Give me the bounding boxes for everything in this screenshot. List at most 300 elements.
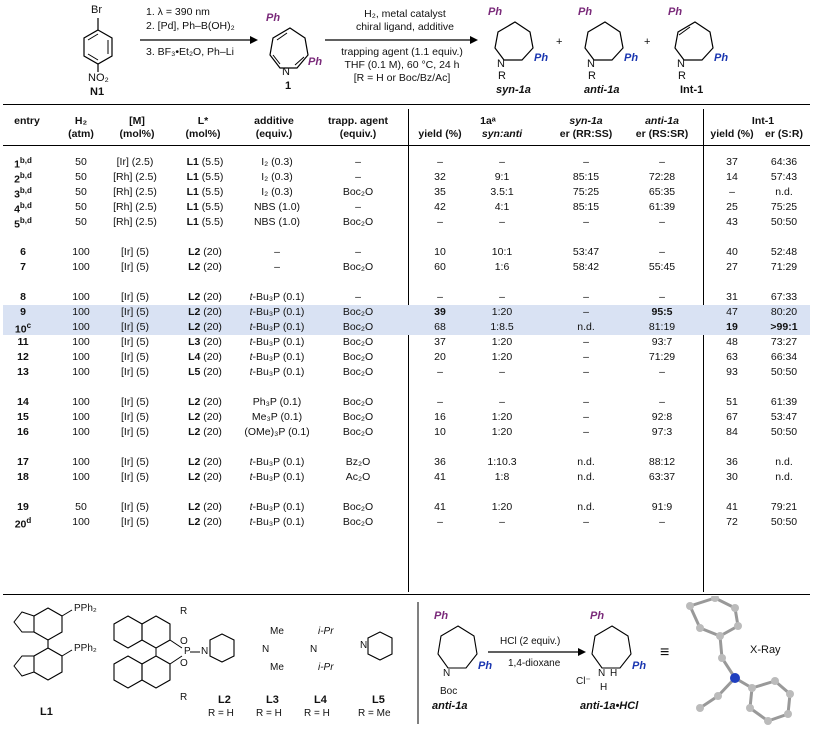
cell-trap: Boc₂O bbox=[342, 186, 374, 198]
entry-number: 15 bbox=[17, 411, 29, 423]
syn-1a-label: syn-1a bbox=[496, 84, 531, 96]
int-1-label: Int-1 bbox=[680, 84, 704, 96]
cell-iy: 36 bbox=[726, 456, 738, 468]
cell-m: [Ir] (5) bbox=[121, 471, 149, 483]
cell-entry bbox=[5, 366, 41, 378]
anti-r: R bbox=[588, 70, 596, 82]
cell-iy: 67 bbox=[726, 411, 738, 423]
cell-h2: 50 bbox=[75, 186, 87, 198]
cell-trap: – bbox=[355, 246, 361, 258]
anti-1a-hcl-label: anti-1a•HCl bbox=[580, 700, 639, 712]
cell-iy: 27 bbox=[726, 261, 738, 273]
cell-add: NBS (1.0) bbox=[253, 216, 301, 228]
cell-anti: – bbox=[659, 291, 665, 303]
cell-trap: – bbox=[355, 156, 361, 168]
cell-syn: n.d. bbox=[577, 321, 595, 333]
cell-h2: 100 bbox=[72, 351, 90, 363]
cell-ligand bbox=[173, 156, 237, 168]
cell-sa: 1:20 bbox=[491, 426, 513, 438]
cell-ier: 50:50 bbox=[770, 216, 798, 228]
cell-entry bbox=[5, 171, 41, 186]
cell-ier: 50:50 bbox=[770, 366, 798, 378]
cell-y: – bbox=[437, 516, 443, 528]
cell-h2: 100 bbox=[72, 321, 90, 333]
cell-iy: 84 bbox=[726, 426, 738, 438]
cell-add: t-Bu₃P (0.1) bbox=[249, 456, 305, 468]
ligand-id: L2 bbox=[188, 291, 201, 303]
cell-trap: – bbox=[355, 291, 361, 303]
ligand-loading: (20) bbox=[200, 471, 222, 483]
cell-iy: 19 bbox=[726, 321, 738, 333]
entry-number: 20 bbox=[14, 518, 27, 531]
salt-h-bottom: H bbox=[600, 682, 608, 693]
cell-h2: 100 bbox=[72, 336, 90, 348]
cell-m: [Rh] (2.5) bbox=[113, 216, 157, 228]
cell-y: 39 bbox=[434, 306, 446, 318]
cell-ier: 73:27 bbox=[770, 336, 798, 348]
pph2-label-bottom: PPh₂ bbox=[74, 643, 97, 654]
cell-ier: 64:36 bbox=[770, 156, 798, 168]
cell-ier: 79:21 bbox=[770, 501, 798, 513]
entry-footnote: b,d bbox=[19, 156, 32, 165]
table-row bbox=[3, 155, 810, 170]
cell-m: [Ir] (5) bbox=[121, 306, 149, 318]
cell-anti: – bbox=[659, 396, 665, 408]
cell-add: t-Bu₃P (0.1) bbox=[249, 351, 305, 363]
ligand-id: L1 bbox=[186, 186, 199, 198]
cell-syn: – bbox=[583, 336, 589, 348]
cell-iy: 93 bbox=[726, 366, 738, 378]
entry-number: 8 bbox=[20, 291, 26, 303]
ligand-l5-label: L5 bbox=[372, 694, 385, 706]
cell-sa: 1:20 bbox=[491, 501, 513, 513]
cell-ier: 75:25 bbox=[770, 201, 798, 213]
azepine-ph-right: Ph bbox=[308, 56, 323, 68]
cell-add: – bbox=[274, 246, 280, 258]
reaction-scheme bbox=[0, 0, 813, 100]
cell-sa: 3.5:1 bbox=[490, 186, 514, 198]
cell-sa: 9:1 bbox=[494, 171, 510, 183]
ligand-loading: (20) bbox=[200, 336, 222, 348]
cell-syn: – bbox=[583, 426, 589, 438]
solvent-label: 1,4-dioxane bbox=[508, 658, 561, 669]
ligand-loading: (20) bbox=[200, 246, 222, 258]
conditions-line-1: H₂, metal catalyst bbox=[364, 8, 446, 20]
cell-entry bbox=[5, 246, 41, 258]
entry-footnote: b,d bbox=[19, 186, 32, 195]
ligand-id: L2 bbox=[188, 411, 201, 423]
oxygen-top: O bbox=[180, 636, 188, 647]
entry-footnote: b,d bbox=[19, 201, 32, 210]
cell-y: 36 bbox=[434, 456, 446, 468]
cell-ligand bbox=[173, 306, 237, 318]
entry-number: 1 bbox=[14, 158, 20, 171]
ligand-l4-label: L4 bbox=[314, 694, 327, 706]
cell-trap: Boc₂O bbox=[342, 216, 374, 228]
ligand-id: L2 bbox=[188, 306, 201, 318]
conditions-line-3: trapping agent (1.1 equiv.) bbox=[341, 46, 463, 58]
table-row bbox=[3, 365, 810, 380]
cell-iy: 48 bbox=[726, 336, 738, 348]
cell-y: – bbox=[437, 291, 443, 303]
cell-m: [Ir] (5) bbox=[121, 411, 149, 423]
int-ph-right: Ph bbox=[714, 52, 729, 64]
ligand-id: L2 bbox=[188, 516, 201, 528]
cell-anti: – bbox=[659, 246, 665, 258]
cell-anti: – bbox=[659, 516, 665, 528]
cell-m: [Ir] (5) bbox=[121, 291, 149, 303]
cell-syn: – bbox=[583, 291, 589, 303]
cell-add: t-Bu₃P (0.1) bbox=[249, 471, 305, 483]
cell-sa: 1:8.5 bbox=[490, 321, 514, 333]
cell-h2: 50 bbox=[75, 201, 87, 213]
cell-trap: Boc₂O bbox=[342, 501, 374, 513]
entry-number: 19 bbox=[17, 501, 29, 513]
cell-syn: 75:25 bbox=[572, 186, 600, 198]
cell-add: t-Bu₃P (0.1) bbox=[249, 501, 305, 513]
cell-add: t-Bu₃P (0.1) bbox=[249, 516, 305, 528]
table-row bbox=[3, 170, 810, 185]
table-row bbox=[3, 515, 810, 530]
cell-h2: 100 bbox=[72, 291, 90, 303]
syn-ph-top: Ph bbox=[488, 6, 503, 18]
cell-entry bbox=[5, 291, 41, 303]
cell-anti: 95:5 bbox=[651, 306, 673, 318]
table-row bbox=[3, 500, 810, 515]
cell-anti: 55:45 bbox=[648, 261, 676, 273]
cell-ier: >99:1 bbox=[770, 321, 798, 333]
cell-add: I₂ (0.3) bbox=[261, 186, 293, 198]
ligand-id: L1 bbox=[186, 216, 199, 228]
cell-ligand bbox=[173, 261, 237, 273]
cell-y: 32 bbox=[434, 171, 446, 183]
ligand-l2-label: L2 bbox=[218, 694, 231, 706]
entry-number: 5 bbox=[14, 218, 20, 231]
salt-n: N bbox=[598, 668, 606, 679]
pph2-label-top: PPh₂ bbox=[74, 603, 97, 614]
cell-trap: Boc₂O bbox=[342, 261, 374, 273]
cell-m: [Ir] (5) bbox=[121, 261, 149, 273]
step-2: 2. [Pd], Ph–B(OH)₂ bbox=[146, 20, 235, 32]
cell-anti: 97:3 bbox=[651, 426, 673, 438]
cell-sa: 1:8 bbox=[494, 471, 510, 483]
table-row bbox=[3, 335, 810, 350]
cell-entry bbox=[5, 186, 41, 201]
ligand-id: L2 bbox=[188, 396, 201, 408]
cell-m: [Rh] (2.5) bbox=[113, 186, 157, 198]
cell-ier: 52:48 bbox=[770, 246, 798, 258]
header-h2: H₂ (atm) bbox=[68, 115, 94, 140]
salt-ph-right: Ph bbox=[632, 660, 647, 672]
cell-iy: 30 bbox=[726, 471, 738, 483]
header-int-yield: yield (%) bbox=[710, 128, 754, 140]
conditions-line-2: chiral ligand, additive bbox=[355, 21, 455, 33]
cell-entry bbox=[5, 261, 41, 273]
cell-add: t-Bu₃P (0.1) bbox=[249, 321, 305, 333]
reagent-label: HCl (2 equiv.) bbox=[500, 636, 561, 647]
cell-add: I₂ (0.3) bbox=[261, 171, 293, 183]
chloride-label: Cl⁻ bbox=[576, 676, 591, 687]
cell-add: t-Bu₃P (0.1) bbox=[249, 336, 305, 348]
ligand-id: L2 bbox=[188, 456, 201, 468]
cell-sa: – bbox=[499, 516, 505, 528]
cell-ligand bbox=[173, 336, 237, 348]
cell-trap: – bbox=[355, 171, 361, 183]
cell-ier: 50:50 bbox=[770, 426, 798, 438]
cell-y: – bbox=[437, 396, 443, 408]
l5-n: N bbox=[360, 640, 368, 651]
entry-footnote: b,d bbox=[19, 171, 32, 180]
cell-y: 10 bbox=[434, 246, 446, 258]
cell-sa: – bbox=[499, 396, 505, 408]
header-syn-anti: syn:anti bbox=[481, 128, 523, 140]
ligand-loading: (5.5) bbox=[198, 201, 224, 213]
cell-trap: Boc₂O bbox=[342, 411, 374, 423]
cell-iy: 63 bbox=[726, 351, 738, 363]
cell-m: [Ir] (5) bbox=[121, 426, 149, 438]
cell-m: [Ir] (5) bbox=[121, 246, 149, 258]
cell-m: [Ir] (5) bbox=[121, 321, 149, 333]
cell-ligand bbox=[173, 456, 237, 468]
ligand-l3-r: R = H bbox=[256, 708, 282, 719]
ligand-id: L5 bbox=[188, 366, 201, 378]
cell-ier: 71:29 bbox=[770, 261, 798, 273]
cell-trap: Boc₂O bbox=[342, 351, 374, 363]
cell-ligand bbox=[173, 411, 237, 423]
cell-sa: 4:1 bbox=[494, 201, 510, 213]
header-entry: entry bbox=[14, 115, 40, 127]
cell-anti: 65:35 bbox=[648, 186, 676, 198]
cell-ligand bbox=[173, 396, 237, 408]
header-anti-er: er (RS:SR) bbox=[635, 128, 689, 140]
table-row bbox=[3, 290, 810, 305]
cell-m: [Ir] (5) bbox=[121, 516, 149, 528]
cell-entry bbox=[5, 351, 41, 363]
ligand-loading: (20) bbox=[200, 321, 222, 333]
cell-ligand bbox=[173, 351, 237, 363]
header-trapping-agent: trapp. agent (equiv.) bbox=[327, 115, 389, 140]
cell-ier: n.d. bbox=[775, 456, 793, 468]
cell-add: NBS (1.0) bbox=[253, 201, 301, 213]
cell-h2: 100 bbox=[72, 471, 90, 483]
cell-add: (OMe)₃P (0.1) bbox=[244, 426, 310, 438]
l4-n: N bbox=[310, 644, 318, 655]
cell-anti: 91:9 bbox=[651, 501, 673, 513]
ligand-loading: (20) bbox=[200, 501, 222, 513]
binaphthyl-r-top: R bbox=[180, 606, 188, 617]
ligand-id: L2 bbox=[188, 501, 201, 513]
cell-anti: 63:37 bbox=[648, 471, 676, 483]
cell-sa: 1:20 bbox=[491, 351, 513, 363]
conditions-line-4: THF (0.1 M), 60 °C, 24 h bbox=[344, 59, 460, 71]
cell-ligand bbox=[173, 366, 237, 378]
cell-syn: 58:42 bbox=[572, 261, 600, 273]
cell-entry bbox=[5, 456, 41, 468]
phosphorus: P bbox=[184, 646, 191, 657]
entry-number: 2 bbox=[14, 173, 20, 186]
cell-ligand bbox=[173, 426, 237, 438]
cell-ier: 80:20 bbox=[770, 306, 798, 318]
cell-syn: – bbox=[583, 216, 589, 228]
cell-ier: 50:50 bbox=[770, 516, 798, 528]
cell-sa: 1:6 bbox=[494, 261, 510, 273]
cell-iy: – bbox=[729, 186, 735, 198]
cell-y: – bbox=[437, 216, 443, 228]
entry-number: 11 bbox=[17, 336, 29, 348]
cell-y: 42 bbox=[434, 201, 446, 213]
cell-m: [Ir] (5) bbox=[121, 336, 149, 348]
table-row bbox=[3, 410, 810, 425]
cell-syn: n.d. bbox=[577, 501, 595, 513]
table-row bbox=[3, 455, 810, 470]
cell-syn: – bbox=[583, 156, 589, 168]
cell-h2: 50 bbox=[75, 501, 87, 513]
cell-y: 20 bbox=[434, 351, 446, 363]
cell-entry bbox=[5, 201, 41, 216]
cell-ier: 67:33 bbox=[770, 291, 798, 303]
cell-syn: – bbox=[583, 351, 589, 363]
cell-h2: 100 bbox=[72, 516, 90, 528]
salt-h: H bbox=[610, 668, 618, 679]
header-int-1: Int-1 bbox=[751, 115, 775, 127]
conditions-line-5: [R = H or Boc/Bz/Ac] bbox=[353, 72, 451, 84]
cell-sa: 10:1 bbox=[491, 246, 513, 258]
cell-h2: 100 bbox=[72, 246, 90, 258]
anti-ph-right: Ph bbox=[624, 52, 639, 64]
cell-entry bbox=[5, 156, 41, 171]
ligand-loading: (20) bbox=[200, 411, 222, 423]
ligand-id: L1 bbox=[186, 201, 199, 213]
l4-ipr-bottom: i-Pr bbox=[318, 662, 334, 673]
cell-sa: 1:10.3 bbox=[487, 456, 517, 468]
ligand-loading: (20) bbox=[200, 351, 222, 363]
cell-h2: 100 bbox=[72, 306, 90, 318]
cell-anti: 93:7 bbox=[651, 336, 673, 348]
header-1a: 1aᵃ bbox=[480, 115, 496, 127]
cell-syn: 85:15 bbox=[572, 171, 600, 183]
table-row bbox=[3, 215, 810, 230]
cell-ligand bbox=[173, 216, 237, 228]
entry-number: 7 bbox=[20, 261, 26, 273]
cell-iy: 43 bbox=[726, 216, 738, 228]
cell-syn: 85:15 bbox=[572, 201, 600, 213]
cell-trap: Boc₂O bbox=[342, 516, 374, 528]
cell-trap: Boc₂O bbox=[342, 396, 374, 408]
ligand-loading: (20) bbox=[200, 396, 222, 408]
cell-add: t-Bu₃P (0.1) bbox=[249, 366, 305, 378]
table-row bbox=[3, 350, 810, 365]
ligand-l2-r: R = H bbox=[208, 708, 234, 719]
table-row bbox=[3, 305, 810, 320]
cell-iy: 51 bbox=[726, 396, 738, 408]
cell-add: – bbox=[274, 261, 280, 273]
plus-1: + bbox=[556, 36, 563, 48]
anti1a-n: N bbox=[443, 668, 451, 679]
cell-entry bbox=[5, 321, 41, 336]
cell-iy: 72 bbox=[726, 516, 738, 528]
cell-ier: n.d. bbox=[775, 186, 793, 198]
l3-me-top: Me bbox=[270, 626, 284, 637]
cell-entry bbox=[5, 216, 41, 231]
cell-y: 68 bbox=[434, 321, 446, 333]
ligand-loading: (20) bbox=[200, 426, 222, 438]
ligand-l5-r: R = Me bbox=[358, 708, 391, 719]
ligand-loading: (5.5) bbox=[198, 186, 224, 198]
ligand-id: L3 bbox=[188, 336, 201, 348]
cell-add: I₂ (0.3) bbox=[261, 156, 293, 168]
cell-iy: 40 bbox=[726, 246, 738, 258]
ligand-loading: (20) bbox=[200, 261, 222, 273]
table-row bbox=[3, 245, 810, 260]
cell-h2: 100 bbox=[72, 411, 90, 423]
table-row bbox=[3, 200, 810, 215]
cell-iy: 25 bbox=[726, 201, 738, 213]
cell-iy: 14 bbox=[726, 171, 738, 183]
cell-syn: – bbox=[583, 306, 589, 318]
xray-label: X-Ray bbox=[750, 644, 781, 656]
ligand-l4-r: R = H bbox=[304, 708, 330, 719]
cell-y: 35 bbox=[434, 186, 446, 198]
cell-ligand bbox=[173, 201, 237, 213]
entry-footnote: c bbox=[26, 321, 32, 330]
cell-h2: 50 bbox=[75, 171, 87, 183]
cell-anti: 81:19 bbox=[648, 321, 676, 333]
entry-number: 18 bbox=[17, 471, 29, 483]
cell-entry bbox=[5, 396, 41, 408]
ligand-loading: (20) bbox=[200, 456, 222, 468]
cell-anti: 61:39 bbox=[648, 201, 676, 213]
entry-number: 16 bbox=[17, 426, 29, 438]
cell-entry bbox=[5, 336, 41, 348]
anti-1a-start-label: anti-1a bbox=[432, 700, 468, 712]
cell-ligand bbox=[173, 291, 237, 303]
cell-anti: 88:12 bbox=[648, 456, 676, 468]
cell-ier: 61:39 bbox=[770, 396, 798, 408]
compound-n1-label: N1 bbox=[90, 86, 105, 98]
cell-y: 41 bbox=[434, 501, 446, 513]
cell-sa: – bbox=[499, 156, 505, 168]
cell-trap: Boc₂O bbox=[342, 366, 374, 378]
cell-trap: Boc₂O bbox=[342, 306, 374, 318]
header-syn-er: er (RR:SS) bbox=[559, 128, 613, 140]
ligand-id: L2 bbox=[188, 471, 201, 483]
cell-trap: Boc₂O bbox=[342, 426, 374, 438]
cell-y: 60 bbox=[434, 261, 446, 273]
bromo-label: Br bbox=[91, 4, 102, 16]
entry-number: 12 bbox=[17, 351, 29, 363]
results-table bbox=[3, 104, 810, 595]
table-row bbox=[3, 185, 810, 200]
cell-anti: – bbox=[659, 366, 665, 378]
ligand-loading: (5.5) bbox=[198, 216, 224, 228]
ligand-loading: (20) bbox=[200, 516, 222, 528]
table-row bbox=[3, 425, 810, 440]
cell-h2: 100 bbox=[72, 456, 90, 468]
syn-r: R bbox=[498, 70, 506, 82]
cell-y: 37 bbox=[434, 336, 446, 348]
cell-trap: Boc₂O bbox=[342, 321, 374, 333]
cell-sa: – bbox=[499, 291, 505, 303]
cell-iy: 37 bbox=[726, 156, 738, 168]
cell-iy: 31 bbox=[726, 291, 738, 303]
header-yield: yield (%) bbox=[418, 128, 462, 140]
header-metal: [M] (mol%) bbox=[119, 115, 155, 140]
cell-h2: 50 bbox=[75, 156, 87, 168]
plus-2: + bbox=[644, 36, 651, 48]
cell-trap: Boc₂O bbox=[342, 336, 374, 348]
cell-add: t-Bu₃P (0.1) bbox=[249, 306, 305, 318]
cell-entry bbox=[5, 501, 41, 513]
